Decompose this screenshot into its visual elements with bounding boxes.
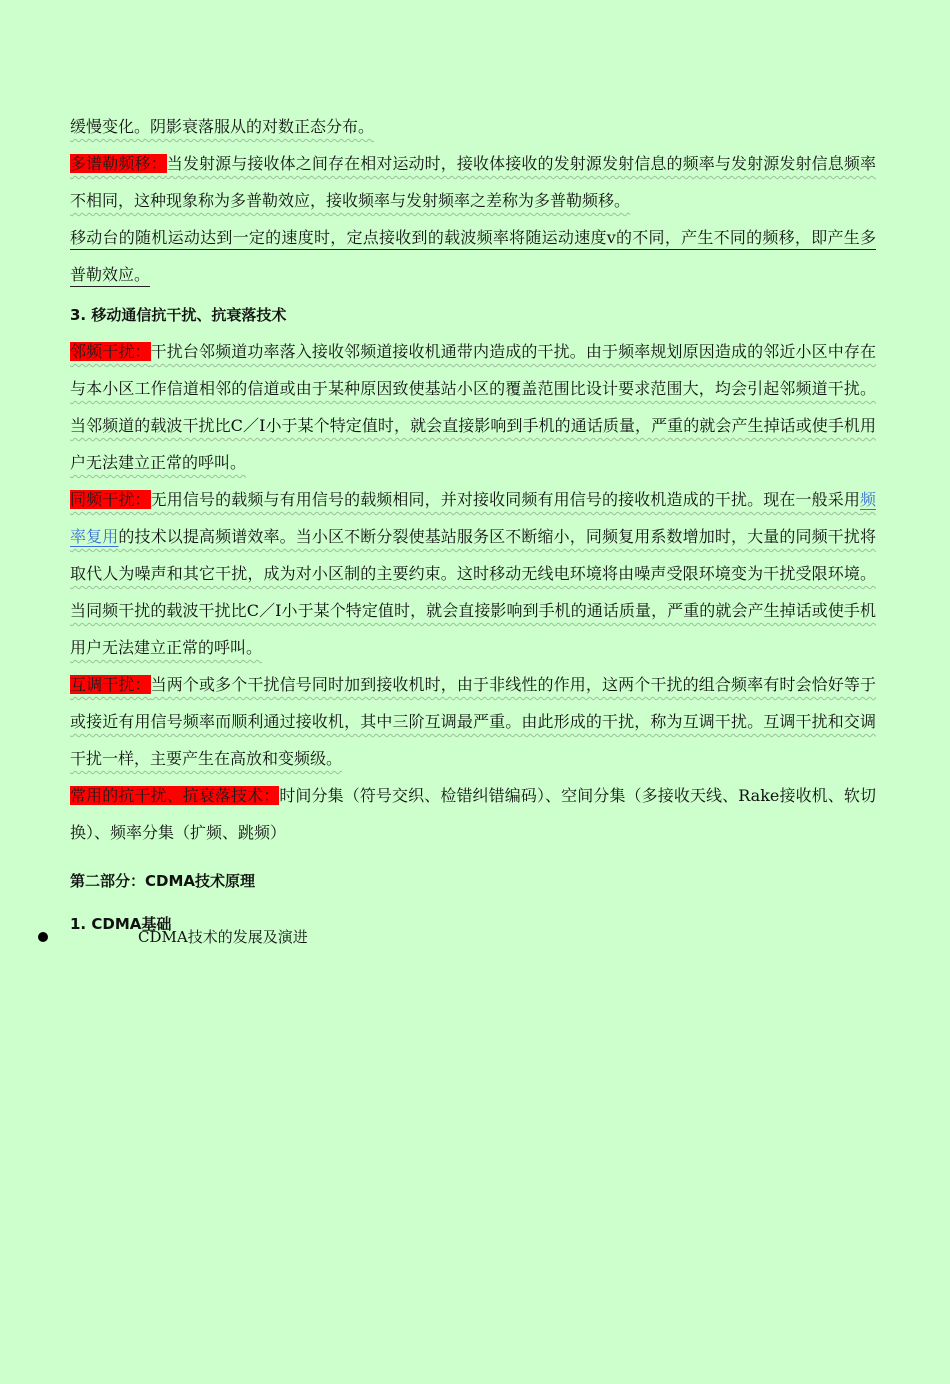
frequency-reuse-link[interactable]: 频率复用: [70, 490, 876, 546]
term-anti-fading: 常用的抗干扰、抗衰落技术：: [70, 786, 280, 805]
bullet-dot-icon: [38, 932, 48, 942]
bullet-list-item: [38, 926, 438, 948]
paragraph-text: 无用信号的载频与有用信号的载频相同，并对接收同频有用信号的接收机造成的干扰。现在一般采用: [150, 490, 860, 509]
part-two-heading: 第二部分：CDMA技术原理: [70, 872, 255, 890]
paragraph-cochannel-interference: [70, 481, 876, 666]
bullet-text: CDMA技术的发展及演进: [138, 928, 308, 946]
term-adjacent-interference: 邻频干扰：: [70, 342, 151, 361]
paragraph-text: 干扰台邻频道功率落入接收邻频道接收机通带内造成的干扰。由于频率规划原因造成的邻近小区中存在与本小区工作信道相邻的信道或由于某种原因致使基站小区的覆盖范围比设计要求范围大，均会引起邻频道干扰。当邻频道的载波干扰比C／I小于某个特定值时，就会直接影响到手机的通话质量，严重的就会产生掉话或使手机用户无法建立正常的呼叫。: [70, 342, 876, 472]
paragraph-text: 当两个或多个干扰信号同时加到接收机时，由于非线性的作用，这两个干扰的组合频率有时会恰好等于或接近有用信号频率而顺利通过接收机，其中三阶互调最严重。由此形成的干扰，称为互调干扰。互调干扰和交调干扰一样，主要产生在高放和变频级。: [70, 675, 876, 768]
paragraph-text: 缓慢变化。阴影衰落服从的对数正态分布。: [70, 117, 375, 136]
section-heading-3: 3. 移动通信抗干扰、抗衰落技术: [70, 306, 287, 324]
paragraph-doppler: [70, 145, 876, 219]
document-body: [70, 108, 876, 934]
paragraph-shadow-fading: [70, 108, 876, 145]
cdma-basics-heading: 1. CDMA基础: [70, 915, 172, 933]
paragraph-doppler-effect: [70, 219, 876, 293]
paragraph-anti-fading: [70, 777, 876, 851]
paragraph-intermod-interference: [70, 666, 876, 777]
paragraph-adjacent-interference: [70, 333, 876, 481]
paragraph-text: 当发射源与接收体之间存在相对运动时，接收体接收的发射源发射信息的频率与发射源发射信息频率不相同，这种现象称为多普勒效应，接收频率与发射频率之差称为多普勒频移。: [70, 154, 876, 210]
paragraph-text: 时间分集（符号交织、检错纠错编码）、空间分集（多接收天线、Rake接收机、软切换）、频率分集（扩频、跳频）: [70, 786, 876, 842]
paragraph-text: 的技术以提高频谱效率。当小区不断分裂使基站服务区不断缩小，同频复用系数增加时，大量的同频干扰将取代人为噪声和其它干扰，成为对小区制的主要约束。这时移动无线电环境将由噪声受限环境变为干扰受限环境。当同频干扰的载波干扰比C／I小于某个特定值时，就会直接影响到手机的通话质量，严重的就会产生掉话或使手机用户无法建立正常的呼叫。: [70, 527, 876, 657]
term-doppler: 多谱勒频移：: [70, 154, 167, 173]
term-intermod-interference: 互调干扰：: [70, 675, 151, 694]
paragraph-text: 移动台的随机运动达到一定的速度时，定点接收到的载波频率将随运动速度v的不同，产生不同的频移，即产生多普勒效应。: [70, 228, 876, 284]
term-cochannel-interference: 同频干扰：: [70, 490, 151, 509]
